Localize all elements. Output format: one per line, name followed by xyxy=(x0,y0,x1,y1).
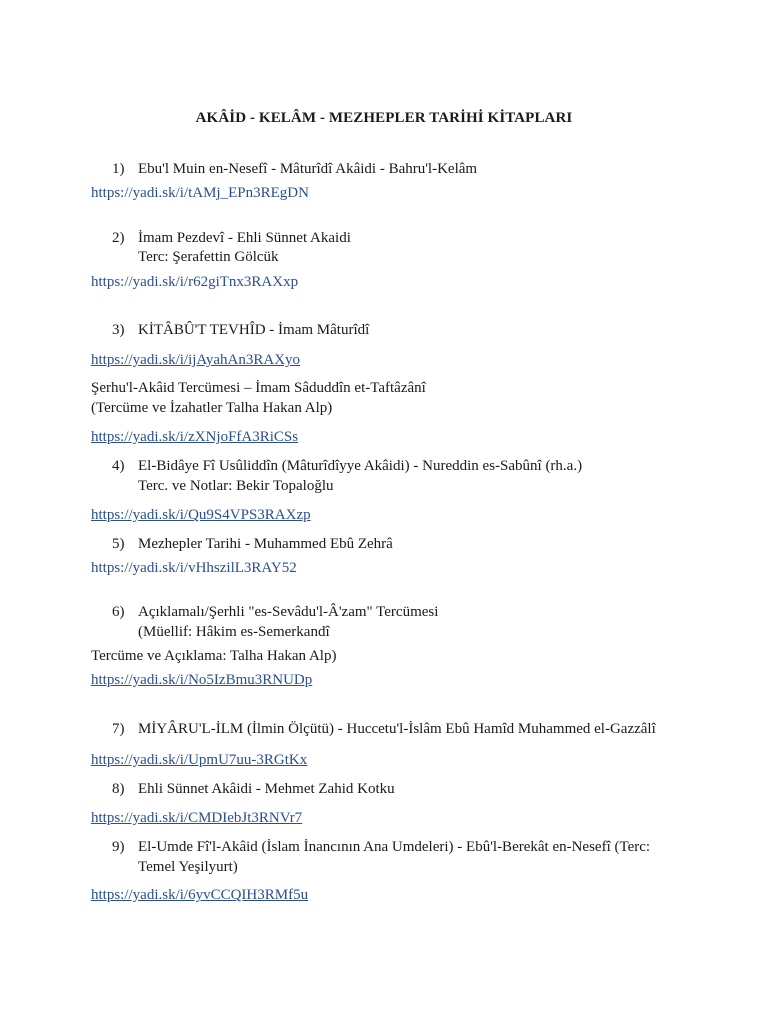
extra-title: Şerhu'l-Akâid Tercümesi – İmam Sâduddîn et-Taftâzânî xyxy=(91,380,426,396)
download-link[interactable]: https://yadi.sk/i/ijAyahAn3RAXyo xyxy=(91,352,301,368)
item-title: KİTÂBÛ'T TEVHÎD - İmam Mâturîdî xyxy=(138,322,370,338)
item-title: Ehli Sünnet Akâidi - Mehmet Zahid Kotku xyxy=(138,781,395,797)
download-link[interactable]: https://yadi.sk/i/6yvCCQIH3RMf5u xyxy=(91,887,309,903)
item-subtitle: (Müellif: Hâkim es-Semerkandî xyxy=(138,624,330,640)
item-subtitle: Terc. ve Notlar: Bekir Topaloğlu xyxy=(138,478,334,494)
download-link[interactable]: https://yadi.sk/i/r62giTnx3RAXxp xyxy=(91,274,299,290)
item-title: Ebu'l Muin en-Nesefî - Mâturîdî Akâidi - Bahru'l-Kelâm xyxy=(138,161,478,177)
item-number: 2) xyxy=(112,230,125,246)
item-title: El-Bidâye Fî Usûliddîn (Mâturîdîyye Akâidi) - Nureddin es-Sabûnî (rh.a.) xyxy=(138,458,583,474)
item-title: El-Umde Fî'l-Akâid (İslam İnancının Ana Umdeleri) - Ebû'l-Berekât en-Nesefî (Terc: xyxy=(138,839,651,855)
download-link[interactable]: https://yadi.sk/i/tAMj_EPn3REgDN xyxy=(91,185,309,201)
download-link[interactable]: https://yadi.sk/i/No5IzBmu3RNUDp xyxy=(91,672,313,688)
item-number: 8) xyxy=(112,781,125,797)
page-title: AKÂİD - KELÂM - MEZHEPLER TARİHİ KİTAPLARI xyxy=(195,110,573,126)
download-link[interactable]: https://yadi.sk/i/vHhszilL3RAY52 xyxy=(91,560,297,576)
item-number: 9) xyxy=(112,839,125,855)
download-link[interactable]: https://yadi.sk/i/CMDIebJt3RNVr7 xyxy=(91,810,303,826)
extra-subtitle: (Tercüme ve İzahatler Talha Hakan Alp) xyxy=(91,400,333,416)
download-link[interactable]: https://yadi.sk/i/Qu9S4VPS3RAXzp xyxy=(91,507,311,523)
item-title: İmam Pezdevî - Ehli Sünnet Akaidi xyxy=(138,230,351,246)
item-number: 5) xyxy=(112,536,125,552)
item-subtitle: Temel Yeşilyurt) xyxy=(138,859,238,875)
item-title: MİYÂRU'L-İLM (İlmin Ölçütü) - Huccetu'l-İslâm Ebû Hamîd Muhammed el-Gazzâlî xyxy=(138,721,656,737)
item-number: 6) xyxy=(112,604,125,620)
item-number: 3) xyxy=(112,322,125,338)
item-number: 1) xyxy=(112,161,125,177)
download-link[interactable]: https://yadi.sk/i/zXNjoFfA3RiCSs xyxy=(91,429,299,445)
item-title: Açıklamalı/Şerhli "es-Sevâdu'l-Â'zam" Tercümesi xyxy=(138,604,439,620)
item-number: 7) xyxy=(112,721,125,737)
extra-note: Tercüme ve Açıklama: Talha Hakan Alp) xyxy=(91,648,337,664)
download-link[interactable]: https://yadi.sk/i/UpmU7uu-3RGtKx xyxy=(91,752,308,768)
item-subtitle: Terc: Şerafettin Gölcük xyxy=(138,249,279,265)
item-title: Mezhepler Tarihi - Muhammed Ebû Zehrâ xyxy=(138,536,393,552)
item-number: 4) xyxy=(112,458,125,474)
